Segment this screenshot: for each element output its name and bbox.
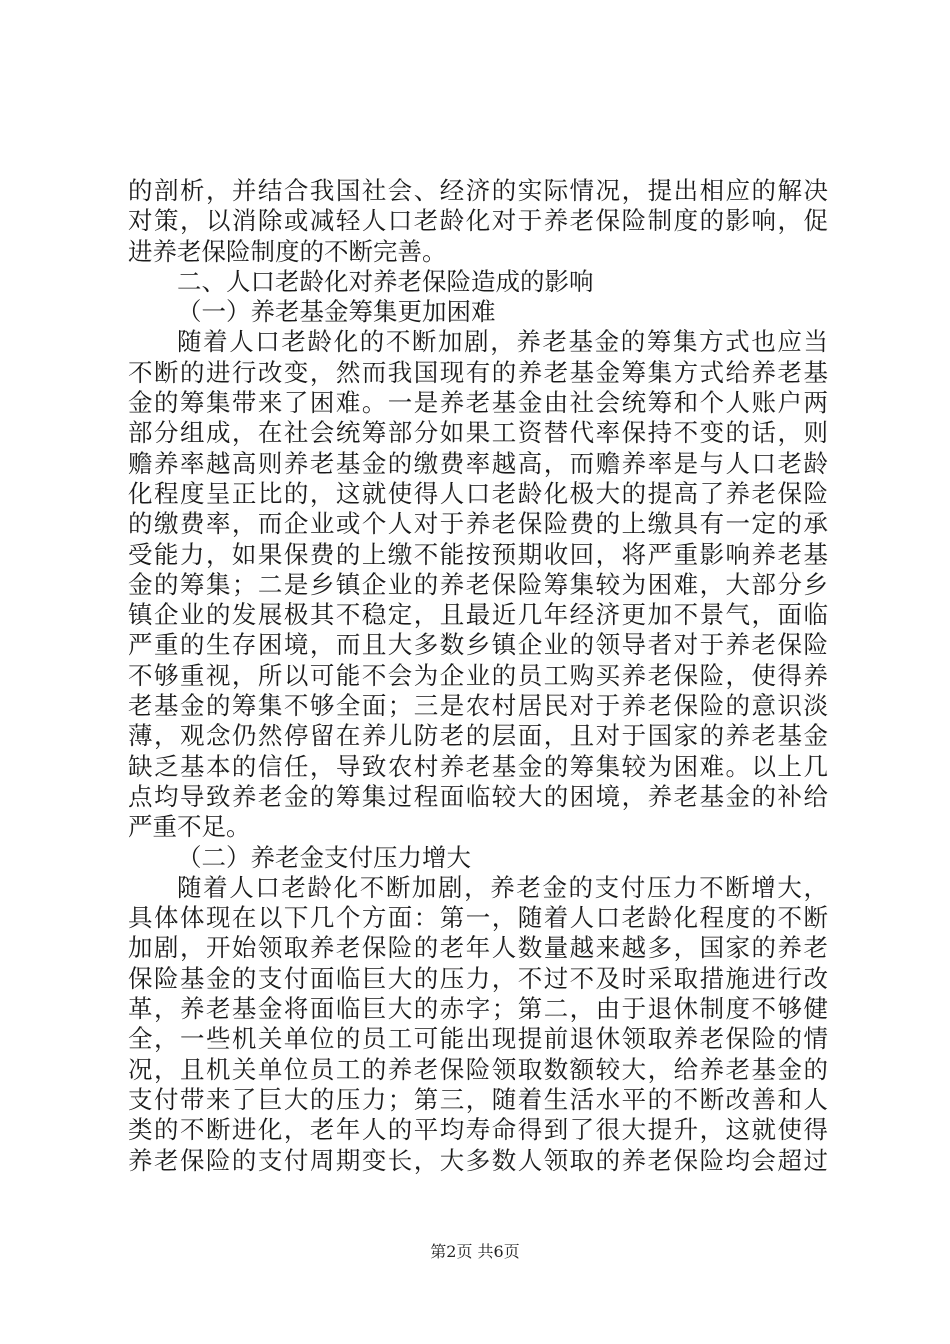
text-line: 金的筹集；二是乡镇企业的养老保险筹集较为困难，大部分乡 xyxy=(128,569,828,599)
text-line: 的剖析，并结合我国社会、经济的实际情况，提出相应的解决 xyxy=(128,176,828,205)
page-number-footer: 第2页 共6页 xyxy=(430,1242,520,1261)
text-line: 随着人口老龄化的不断加剧，养老基金的筹集方式也应当 xyxy=(177,327,828,357)
text-line: 二、人口老龄化对养老保险造成的影响 xyxy=(177,266,594,296)
text-line: 受能力，如果保费的上缴不能按预期收回，将严重影响养老基 xyxy=(128,539,828,569)
text-line: 养老保险的支付周期变长，大多数人领取的养老保险均会超过 xyxy=(128,1145,828,1175)
text-line: 的缴费率，而企业或个人对于养老保险费的上缴具有一定的承 xyxy=(128,509,828,539)
text-line: 加剧，开始领取养老保险的老年人数量越来越多，国家的养老 xyxy=(128,933,828,963)
text-line: 况，且机关单位员工的养老保险领取数额较大，给养老基金的 xyxy=(128,1054,828,1084)
text-line: 严重不足。 xyxy=(128,812,251,842)
text-line: 部分组成，在社会统筹部分如果工资替代率保持不变的话，则 xyxy=(128,418,828,448)
text-line: 对策，以消除或减轻人口老龄化对于养老保险制度的影响，促 xyxy=(128,206,828,236)
text-line: 薄，观念仍然停留在养儿防老的层面，且对于国家的养老基金 xyxy=(128,721,828,751)
text-line: 全，一些机关单位的员工可能出现提前退休领取养老保险的情 xyxy=(128,1024,828,1054)
text-line: 老基金的筹集不够全面；三是农村居民对于养老保险的意识淡 xyxy=(128,691,828,721)
text-line: 赡养率越高则养老基金的缴费率越高，而赡养率是与人口老龄 xyxy=(128,448,828,478)
text-line: 支付带来了巨大的压力；第三，随着生活水平的不断改善和人 xyxy=(128,1084,828,1114)
text-line: 革，养老基金将面临巨大的赤字；第二，由于退休制度不够健 xyxy=(128,994,828,1024)
text-line: 进养老保险制度的不断完善。 xyxy=(128,236,447,266)
text-line: 具体体现在以下几个方面：第一，随着人口老龄化程度的不断 xyxy=(128,903,828,933)
document-body xyxy=(128,176,828,1176)
text-line: 严重的生存困境，而且大多数乡镇企业的领导者对于养老保险 xyxy=(128,630,828,660)
text-line: 缺乏基本的信任，导致农村养老基金的筹集较为困难。以上几 xyxy=(128,751,828,781)
text-line: 不够重视，所以可能不会为企业的员工购买养老保险，使得养 xyxy=(128,660,828,690)
text-line: 随着人口老龄化不断加剧，养老金的支付压力不断增大， xyxy=(177,872,828,902)
text-line: （二）养老金支付压力增大 xyxy=(177,842,471,872)
text-line: 点均导致养老金的筹集过程面临较大的困境，养老基金的补给 xyxy=(128,781,828,811)
text-line: 类的不断进化，老年人的平均寿命得到了很大提升，这就使得 xyxy=(128,1115,828,1145)
text-line: 不断的进行改变，然而我国现有的养老基金筹集方式给养老基 xyxy=(128,357,828,387)
text-line: 金的筹集带来了困难。一是养老基金由社会统筹和个人账户两 xyxy=(128,388,828,418)
text-line: 化程度呈正比的，这就使得人口老龄化极大的提高了养老保险 xyxy=(128,478,828,508)
text-line: 保险基金的支付面临巨大的压力，不过不及时采取措施进行改 xyxy=(128,963,828,993)
text-line: （一）养老基金筹集更加困难 xyxy=(177,297,496,327)
text-line: 镇企业的发展极其不稳定，且最近几年经济更加不景气，面临 xyxy=(128,600,828,630)
